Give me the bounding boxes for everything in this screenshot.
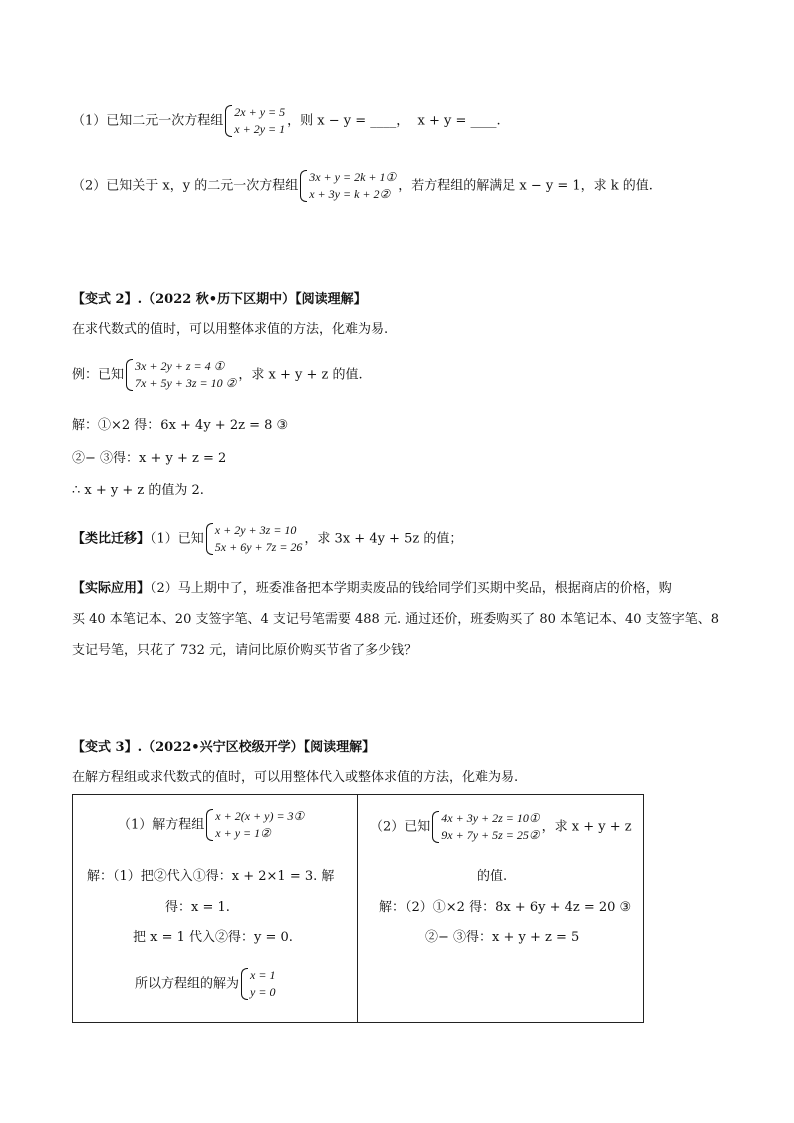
- solution-step-1: 解：①×2 得：6x + 4y + 2z = 8 ③: [72, 418, 289, 433]
- solution-step-2: ②− ③得：x + y + z = 2: [72, 451, 227, 466]
- left-equation-a: x + 2(x + y) = 3①: [215, 809, 305, 823]
- left-answer-x: x = 1: [250, 968, 276, 982]
- reading-table: [72, 794, 644, 1023]
- solution-step-3: ∴ x + y + z 的值为 2.: [72, 483, 204, 498]
- variant-2-heading: 【变式 2】.（2022 秋•历下区期中）【阅读理解】: [72, 292, 367, 307]
- problem-1-ask1: ，则 x − y = ____，: [287, 113, 410, 129]
- equation-1b: x + 2y = 1: [234, 122, 286, 136]
- application-line-3: 支记号笔，只花了 732 元，请问比原价购买节省了多少钱？: [72, 643, 418, 658]
- analogy-prefix: （1）已知: [150, 531, 204, 547]
- analogy-equation-a: x + 2y + 3z = 10: [214, 523, 297, 537]
- problem-2-suffix: ，若方程组的解满足 x − y = 1，求 k 的值.: [398, 178, 653, 194]
- analogy-problem: [72, 522, 462, 556]
- problem-2-prefix: （2）已知关于 x，y 的二元一次方程组: [72, 178, 299, 194]
- equation-system-2: [300, 169, 396, 203]
- problem-1-prefix: （1）已知二元一次方程组: [72, 113, 224, 129]
- left-solution-c: 把 x = 1 代入②得：y = 0.: [133, 930, 293, 945]
- left-answer: [135, 967, 277, 1001]
- example-equation-a: 3x + 2y + z = 4 ①: [135, 359, 225, 373]
- analogy-suffix: ，求 3x + 4y + 5z 的值；: [304, 531, 463, 547]
- application-label: 【实际应用】: [72, 581, 151, 596]
- application-text-1: （2）马上期中了，班委准备把本学期卖废品的钱给同学们买期中奖品，根据商店的价格，购: [150, 581, 672, 596]
- left-equation-system: [206, 808, 304, 842]
- right-prefix: （2）已知: [370, 819, 431, 835]
- right-suffix: ，求 x + y + z: [541, 819, 632, 835]
- equation-2a: 3x + y = 2k + 1①: [309, 170, 397, 184]
- table-divider: [357, 795, 358, 1022]
- right-line-2: 的值.: [477, 869, 508, 884]
- left-answer-prefix: 所以方程组的解为: [135, 976, 240, 992]
- example-line: [72, 358, 363, 392]
- right-equation-system: [432, 810, 539, 844]
- right-solution-b: ②− ③得：x + y + z = 5: [425, 930, 580, 945]
- problem-1-ask2: x + y = ____.: [417, 113, 501, 129]
- left-solution-a: 解：（1）把②代入①得：x + 2×1 = 3. 解: [87, 869, 335, 884]
- left-answer-system: [241, 967, 275, 1001]
- equation-1a: 2x + y = 5: [234, 105, 286, 119]
- analogy-equation-b: 5x + 6y + 7z = 26: [214, 540, 303, 554]
- right-equation-b: 9x + 7y + 5z = 25②: [441, 828, 540, 842]
- analogy-equation-system: [206, 522, 303, 556]
- problem-2: [72, 169, 653, 203]
- example-suffix: ，求 x + y + z 的值.: [238, 367, 363, 383]
- left-equation-b: x + y = 1②: [215, 826, 271, 840]
- left-answer-y: y = 0: [250, 985, 276, 999]
- left-prefix: （1）解方程组: [118, 817, 205, 833]
- equation-system-1: [225, 104, 285, 138]
- example-prefix: 例：已知: [72, 367, 125, 383]
- equation-2b: x + 3y = k + 2②: [309, 187, 391, 201]
- variant-3-intro: 在解方程组或求代数式的值时，可以用整体代入或整体求值的方法，化难为易.: [72, 770, 519, 785]
- application-line-2: 买 40 本笔记本、20 支签字笔、4 支记号笔需要 488 元. 通过还价，班委购买了 80 本笔记本、40 支签字笔、8: [72, 612, 719, 627]
- application-line-1: [72, 580, 672, 598]
- problem-1: [72, 104, 501, 138]
- left-cell-system: [118, 808, 306, 842]
- example-equation-b: 7x + 5y + 3z = 10 ②: [135, 376, 237, 390]
- analogy-label: 【类比迁移】: [72, 531, 151, 547]
- left-solution-b: 得：x = 1.: [165, 900, 230, 915]
- right-solution-a: 解：（2）①×2 得：8x + 6y + 4z = 20 ③: [379, 900, 632, 915]
- example-equation-system: [126, 358, 236, 392]
- variant-2-intro: 在求代数式的值时，可以用整体求值的方法，化难为易.: [72, 322, 389, 337]
- right-cell-system: [370, 810, 632, 844]
- right-equation-a: 4x + 3y + 2z = 10①: [441, 811, 540, 825]
- variant-3-heading: 【变式 3】.（2022•兴宁区校级开学）【阅读理解】: [72, 740, 376, 755]
